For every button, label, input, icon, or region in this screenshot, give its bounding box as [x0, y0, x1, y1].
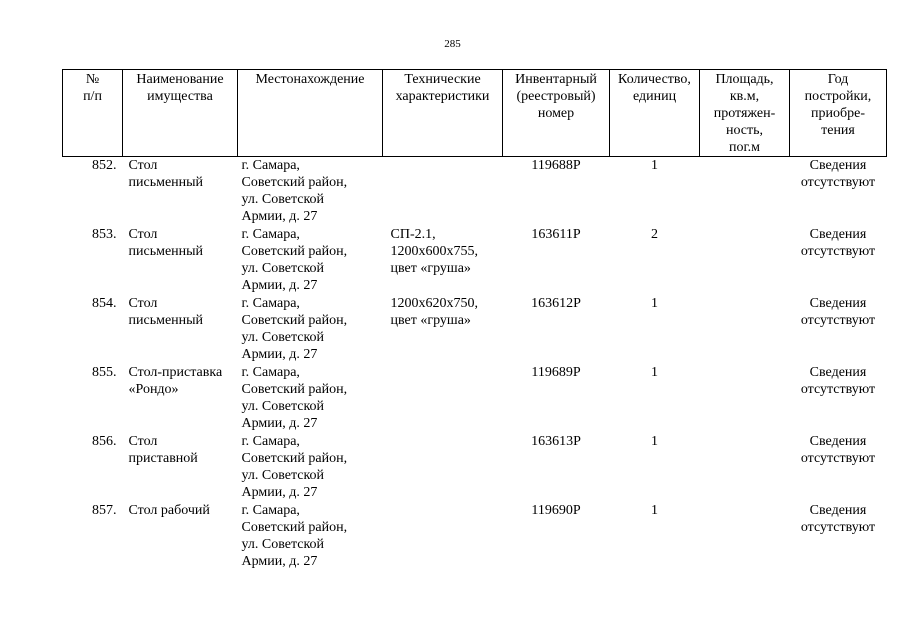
header-line: Технические [404, 72, 481, 87]
property-location [238, 157, 383, 227]
property-location-line: Армии, д. 27 [241, 209, 318, 224]
quantity: 1 [651, 296, 658, 311]
technical-specs-line: 1200x600x755, [390, 244, 478, 259]
property-location [238, 364, 383, 433]
col-header-year [790, 70, 887, 157]
col-header-number [63, 70, 123, 157]
header-line: характеристики [395, 89, 490, 104]
header-line: протяжен- [713, 106, 776, 121]
property-name [123, 502, 238, 571]
table-row [63, 157, 887, 227]
property-name-line: Стол [128, 296, 158, 311]
property-table [62, 69, 887, 571]
table-row [63, 226, 887, 295]
year-info-line: Сведения [809, 296, 867, 311]
technical-specs-line: цвет «груша» [390, 261, 471, 276]
property-name-line: Стол-приставка [128, 365, 223, 380]
property-location-line: ул. Советской [241, 468, 325, 483]
table-row [63, 364, 887, 433]
header-line: тения [821, 123, 855, 138]
property-name-line: Стол [128, 158, 158, 173]
col-header-location [238, 70, 383, 157]
property-location-line: Советский район, [241, 244, 348, 259]
area [700, 226, 790, 295]
technical-specs [383, 502, 503, 571]
year-info [790, 364, 887, 433]
area [700, 364, 790, 433]
table-header-row [63, 70, 887, 157]
property-name-line: Стол [128, 227, 158, 242]
year-info-line: Сведения [809, 434, 867, 449]
inventory-number: 163613Р [531, 434, 581, 449]
year-info-line: Сведения [809, 158, 867, 173]
property-name-line: письменный [128, 313, 204, 328]
header-line: п/п [83, 89, 102, 104]
property-location-line: г. Самара, [241, 296, 300, 311]
property-location-line: Советский район, [241, 175, 348, 190]
technical-specs [383, 157, 503, 227]
property-location-line: Советский район, [241, 451, 348, 466]
header-line: номер [537, 106, 575, 121]
property-location [238, 295, 383, 364]
property-location [238, 433, 383, 502]
property-location-line: г. Самара, [241, 503, 300, 518]
quantity: 1 [651, 434, 658, 449]
year-info-line: отсутствуют [800, 313, 876, 328]
property-name [123, 433, 238, 502]
header-line: Местонахождение [255, 72, 365, 87]
col-header-area [700, 70, 790, 157]
property-name [123, 226, 238, 295]
property-name [123, 157, 238, 227]
year-info [790, 433, 887, 502]
header-line: № [85, 72, 100, 87]
table-row [63, 502, 887, 571]
year-info-line: Сведения [809, 503, 867, 518]
page-number: 285 [444, 38, 461, 50]
property-location-line: Армии, д. 27 [241, 416, 318, 431]
area [700, 502, 790, 571]
col-header-inventory [503, 70, 610, 157]
header-line: приобре- [811, 106, 865, 121]
property-location-line: ул. Советской [241, 330, 325, 345]
property-location-line: Армии, д. 27 [241, 485, 318, 500]
table-row [63, 433, 887, 502]
header-line: (реестровый) [516, 89, 596, 104]
property-name-line: письменный [128, 244, 204, 259]
property-location-line: ул. Советской [241, 261, 325, 276]
property-location-line: Советский район, [241, 520, 348, 535]
header-line: Площадь, [715, 72, 774, 87]
header-line: кв.м, [729, 89, 760, 104]
year-info-line: Сведения [809, 365, 867, 380]
col-header-name [123, 70, 238, 157]
property-location-line: Армии, д. 27 [241, 347, 318, 362]
inventory-number: 163612Р [531, 296, 581, 311]
header-line: пог.м [728, 140, 760, 155]
col-header-tech [383, 70, 503, 157]
row-number: 857. [92, 503, 117, 518]
inventory-number: 119690Р [531, 503, 581, 518]
year-info-line: Сведения [809, 227, 867, 242]
property-name-line: Стол рабочий [128, 503, 210, 518]
header-line: имущества [147, 89, 213, 104]
property-name-line: Стол [128, 434, 158, 449]
technical-specs [383, 295, 503, 364]
header-line: постройки, [804, 89, 872, 104]
header-line: ность, [725, 123, 764, 138]
quantity: 1 [651, 365, 658, 380]
technical-specs [383, 433, 503, 502]
technical-specs-line: 1200x620x750, [390, 296, 478, 311]
technical-specs-line: СП-2.1, [390, 227, 436, 242]
property-name-line: «Рондо» [128, 382, 179, 397]
area [700, 433, 790, 502]
row-number: 856. [92, 434, 117, 449]
table-body [63, 157, 887, 572]
year-info-line: отсутствуют [800, 175, 876, 190]
property-location-line: Армии, д. 27 [241, 278, 318, 293]
property-location [238, 226, 383, 295]
year-info [790, 502, 887, 571]
year-info [790, 226, 887, 295]
area [700, 295, 790, 364]
technical-specs [383, 226, 503, 295]
technical-specs-line: цвет «груша» [390, 313, 471, 328]
header-line: Наименование [136, 72, 224, 87]
row-number: 853. [92, 227, 117, 242]
property-location-line: г. Самара, [241, 434, 300, 449]
quantity: 1 [651, 503, 658, 518]
header-line: единиц [632, 89, 677, 104]
year-info-line: отсутствуют [800, 520, 876, 535]
row-number: 854. [92, 296, 117, 311]
row-number: 855. [92, 365, 117, 380]
year-info [790, 295, 887, 364]
year-info-line: отсутствуют [800, 451, 876, 466]
property-location [238, 502, 383, 571]
year-info-line: отсутствуют [800, 382, 876, 397]
header-line: Год [827, 72, 849, 87]
property-name [123, 364, 238, 433]
property-location-line: ул. Советской [241, 192, 325, 207]
property-location-line: Советский район, [241, 382, 348, 397]
header-line: Количество, [618, 72, 691, 87]
property-name-line: письменный [128, 175, 204, 190]
property-location-line: г. Самара, [241, 158, 300, 173]
property-location-line: ул. Советской [241, 399, 325, 414]
property-location-line: г. Самара, [241, 227, 300, 242]
year-info [790, 157, 887, 227]
row-number: 852. [92, 158, 117, 173]
col-header-quantity [610, 70, 700, 157]
property-name-line: приставной [128, 451, 198, 466]
year-info-line: отсутствуют [800, 244, 876, 259]
property-name [123, 295, 238, 364]
property-location-line: Армии, д. 27 [241, 554, 318, 569]
inventory-number: 163611Р [531, 227, 581, 242]
property-location-line: Советский район, [241, 313, 348, 328]
header-line: Инвентарный [515, 72, 597, 87]
quantity: 2 [651, 227, 658, 242]
property-location-line: ул. Советской [241, 537, 325, 552]
technical-specs [383, 364, 503, 433]
inventory-number: 119688Р [531, 158, 581, 173]
quantity: 1 [651, 158, 658, 173]
area [700, 157, 790, 227]
property-location-line: г. Самара, [241, 365, 300, 380]
inventory-number: 119689Р [531, 365, 581, 380]
table-row [63, 295, 887, 364]
